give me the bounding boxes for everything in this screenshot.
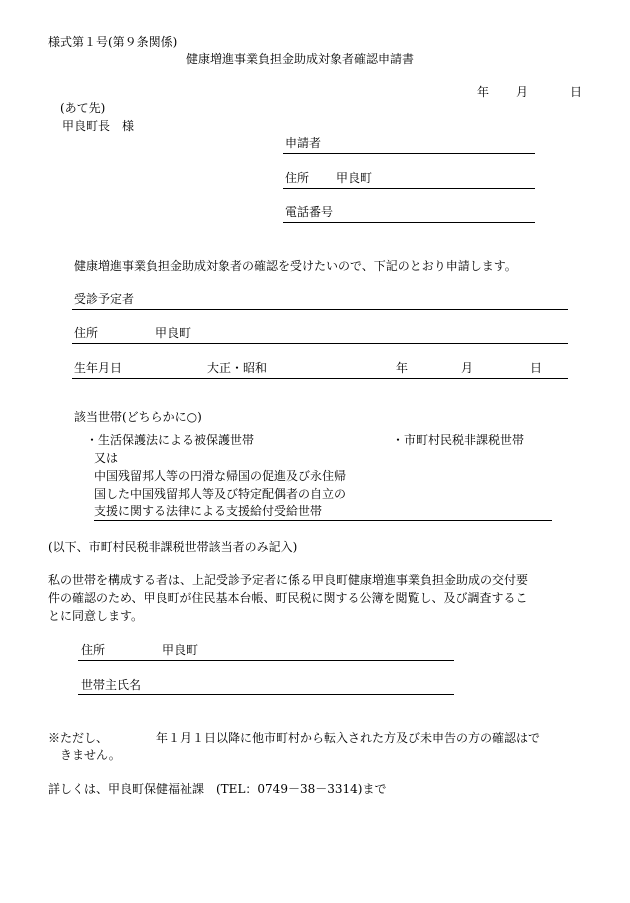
household-option-tax-exempt[interactable]: ・市町村民税非課税世帯	[392, 433, 525, 447]
applicant-phone-label: 電話番号	[285, 205, 334, 219]
date-day: 日	[570, 85, 583, 99]
addressee-prefix: (あて先)	[60, 101, 106, 115]
examinee-name-line[interactable]	[72, 309, 568, 310]
head-address-line[interactable]	[78, 660, 454, 661]
form-number: 様式第１号(第９条関係)	[48, 35, 178, 49]
applicant-phone-line[interactable]	[283, 222, 535, 223]
applicant-address-value: 甲良町	[336, 171, 373, 185]
household-option-welfare-line: 支援に関する法律による支援給付受給世帯	[94, 504, 323, 518]
household-option-welfare-line: 中国残留邦人等の円滑な帰国の促進及び永住帰	[94, 469, 347, 483]
applicant-address-label: 住所	[285, 171, 310, 185]
applicant-name-label: 申請者	[285, 136, 322, 150]
household-option-welfare-line: 国した中国残留邦人等及び特定配偶者の自立の	[94, 487, 347, 501]
date-month: 月	[516, 85, 529, 99]
caution-prefix: ※ただし、	[48, 731, 109, 745]
date-year: 年	[477, 85, 490, 99]
examinee-address-label: 住所	[74, 326, 99, 340]
household-line	[94, 520, 552, 521]
addressee: 甲良町長 様	[62, 119, 135, 133]
applicant-name-line[interactable]	[283, 153, 535, 154]
examinee-dob-label: 生年月日	[74, 361, 123, 375]
note-below: (以下、市町村民税非課税世帯該当者のみ記入)	[48, 540, 298, 554]
examinee-dob-month: 月	[461, 361, 474, 375]
household-option-welfare[interactable]: ・生活保護法による被保護世帯	[86, 433, 255, 447]
examinee-dob-line[interactable]	[72, 378, 568, 379]
applicant-address-line[interactable]	[283, 188, 535, 189]
contact-info: 詳しくは、甲良町保健福祉課 (TEL：0749－38－3314)まで	[48, 782, 387, 796]
head-name-line[interactable]	[78, 694, 454, 695]
head-address-value: 甲良町	[162, 643, 199, 657]
head-address-label: 住所	[81, 643, 106, 657]
examinee-address-value: 甲良町	[155, 326, 192, 340]
caution-text: 年１月１日以降に他市町村から転入された方及び未申告の方の確認はで	[156, 731, 541, 745]
examinee-address-line[interactable]	[72, 343, 568, 344]
consent-line: 私の世帯を構成する者は、上記受診予定者に係る甲良町健康増進事業負担金助成の交付要	[48, 573, 529, 587]
request-statement: 健康増進事業負担金助成対象者の確認を受けたいので、下記のとおり申請します。	[74, 259, 517, 273]
caution-text-cont: きません。	[60, 748, 121, 762]
examinee-dob-year: 年	[396, 361, 409, 375]
head-name-label: 世帯主氏名	[81, 678, 142, 692]
examinee-name-label: 受診予定者	[74, 292, 135, 306]
household-option-welfare-line: 又は	[94, 451, 119, 465]
consent-line: とに同意します。	[48, 609, 144, 623]
consent-line: 件の確認のため、甲良町が住民基本台帳、町民税に関する公簿を閲覧し、及び調査するこ	[48, 591, 528, 605]
form-title: 健康増進事業負担金助成対象者確認申請書	[186, 52, 415, 66]
examinee-dob-day: 日	[530, 361, 543, 375]
examinee-era: 大正・昭和	[207, 361, 268, 375]
household-label: 該当世帯(どちらかに○)	[74, 410, 202, 424]
